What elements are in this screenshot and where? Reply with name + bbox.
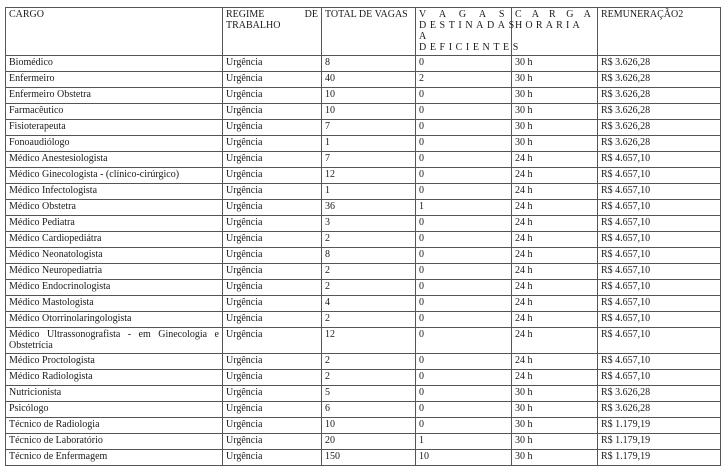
header-carga-text: C A R G A HORARIA <box>515 9 594 31</box>
cell-vagas-deficientes: 0 <box>416 232 512 248</box>
table-row <box>6 328 721 354</box>
cell-carga-horaria: 24 h <box>512 370 598 386</box>
cell-total-vagas: 2 <box>322 354 416 370</box>
cell-vagas-deficientes: 0 <box>416 136 512 152</box>
cell-total-vagas: 12 <box>322 328 416 354</box>
cell-regime: Urgência <box>223 168 322 184</box>
cell-cargo: Médico Mastologista <box>6 296 223 312</box>
cell-vagas-deficientes: 1 <box>416 200 512 216</box>
cell-regime: Urgência <box>223 104 322 120</box>
cell-carga-horaria: 30 h <box>512 136 598 152</box>
cell-remuneracao: R$ 4.657,10 <box>598 168 721 184</box>
cell-cargo: Farmacêutico <box>6 104 223 120</box>
cell-total-vagas: 8 <box>322 56 416 72</box>
cell-carga-horaria: 24 h <box>512 152 598 168</box>
cell-carga-horaria: 24 h <box>512 184 598 200</box>
table-row <box>6 370 721 386</box>
header-cargo: CARGO <box>6 8 223 56</box>
cell-cargo: Médico Infectologista <box>6 184 223 200</box>
table-row <box>6 216 721 232</box>
cell-remuneracao: R$ 3.626,28 <box>598 386 721 402</box>
cell-cargo: Enfermeiro Obstetra <box>6 88 223 104</box>
cell-carga-horaria: 30 h <box>512 120 598 136</box>
table-row <box>6 402 721 418</box>
cell-regime: Urgência <box>223 450 322 466</box>
cell-cargo: Médico Otorrinolaringologista <box>6 312 223 328</box>
cell-vagas-deficientes: 2 <box>416 72 512 88</box>
table-row <box>6 232 721 248</box>
table-row <box>6 72 721 88</box>
cell-cargo: Médico Neuropediatria <box>6 264 223 280</box>
cell-total-vagas: 7 <box>322 152 416 168</box>
cell-carga-horaria: 24 h <box>512 248 598 264</box>
document-page <box>5 7 720 466</box>
cell-carga-horaria: 24 h <box>512 354 598 370</box>
cell-remuneracao: R$ 4.657,10 <box>598 328 721 354</box>
cell-total-vagas: 10 <box>322 104 416 120</box>
table-row <box>6 104 721 120</box>
cell-vagas-deficientes: 10 <box>416 450 512 466</box>
table-row <box>6 136 721 152</box>
table-row <box>6 200 721 216</box>
cell-remuneracao: R$ 3.626,28 <box>598 88 721 104</box>
cell-vagas-deficientes: 0 <box>416 184 512 200</box>
cell-carga-horaria: 24 h <box>512 296 598 312</box>
cell-cargo: Médico Ultrassonografista - em Ginecologia e Obstetrícia <box>6 328 223 354</box>
cell-total-vagas: 20 <box>322 434 416 450</box>
cell-regime: Urgência <box>223 72 322 88</box>
cell-cargo: Biomédico <box>6 56 223 72</box>
cell-carga-horaria: 24 h <box>512 328 598 354</box>
cell-total-vagas: 2 <box>322 280 416 296</box>
cell-vagas-deficientes: 0 <box>416 248 512 264</box>
header-carga <box>512 8 598 56</box>
cell-cargo: Psicólogo <box>6 402 223 418</box>
cell-carga-horaria: 30 h <box>512 402 598 418</box>
cell-total-vagas: 2 <box>322 312 416 328</box>
cell-cargo: Nutricionista <box>6 386 223 402</box>
header-deficientes <box>416 8 522 56</box>
cell-remuneracao: R$ 4.657,10 <box>598 216 721 232</box>
cell-regime: Urgência <box>223 56 322 72</box>
cell-remuneracao: R$ 4.657,10 <box>598 370 721 386</box>
table-row <box>6 354 721 370</box>
cell-regime: Urgência <box>223 152 322 168</box>
cell-remuneracao: R$ 1.179,19 <box>598 418 721 434</box>
cell-vagas-deficientes: 0 <box>416 370 512 386</box>
cell-cargo: Médico Endocrinologista <box>6 280 223 296</box>
cell-regime: Urgência <box>223 418 322 434</box>
table-row <box>6 184 721 200</box>
table-row <box>6 450 721 466</box>
cell-carga-horaria: 30 h <box>512 386 598 402</box>
cell-vagas-deficientes: 0 <box>416 168 512 184</box>
header-remuneracao: REMUNERAÇÃO2 <box>598 8 721 56</box>
table-row <box>6 264 721 280</box>
cell-cargo: Técnico de Enfermagem <box>6 450 223 466</box>
cell-vagas-deficientes: 0 <box>416 296 512 312</box>
table-row <box>6 296 721 312</box>
cell-total-vagas: 2 <box>322 370 416 386</box>
cell-total-vagas: 7 <box>322 120 416 136</box>
cell-total-vagas: 1 <box>322 136 416 152</box>
cell-total-vagas: 10 <box>322 418 416 434</box>
cell-remuneracao: R$ 4.657,10 <box>598 354 721 370</box>
cell-remuneracao: R$ 3.626,28 <box>598 56 721 72</box>
cell-remuneracao: R$ 3.626,28 <box>598 136 721 152</box>
cell-carga-horaria: 30 h <box>512 56 598 72</box>
table-header-row <box>6 8 721 56</box>
cell-total-vagas: 3 <box>322 216 416 232</box>
cell-regime: Urgência <box>223 280 322 296</box>
cell-total-vagas: 40 <box>322 72 416 88</box>
cell-vagas-deficientes: 0 <box>416 152 512 168</box>
cell-carga-horaria: 24 h <box>512 264 598 280</box>
cell-regime: Urgência <box>223 248 322 264</box>
cell-carga-horaria: 24 h <box>512 216 598 232</box>
table-row <box>6 280 721 296</box>
cell-cargo: Médico Cardiopediátra <box>6 232 223 248</box>
cell-total-vagas: 2 <box>322 232 416 248</box>
cell-total-vagas: 4 <box>322 296 416 312</box>
cell-vagas-deficientes: 0 <box>416 354 512 370</box>
table-row <box>6 56 721 72</box>
vacancy-table <box>5 7 721 466</box>
cell-remuneracao: R$ 1.179,19 <box>598 450 721 466</box>
cell-total-vagas: 12 <box>322 168 416 184</box>
cell-remuneracao: R$ 3.626,28 <box>598 402 721 418</box>
header-regime: REGIME DE TRABALHO <box>223 8 322 56</box>
cell-cargo: Médico Proctologista <box>6 354 223 370</box>
cell-total-vagas: 5 <box>322 386 416 402</box>
cell-carga-horaria: 24 h <box>512 280 598 296</box>
cell-carga-horaria: 30 h <box>512 72 598 88</box>
cell-cargo: Médico Neonatologista <box>6 248 223 264</box>
cell-regime: Urgência <box>223 434 322 450</box>
cell-vagas-deficientes: 0 <box>416 216 512 232</box>
cell-cargo: Médico Anestesiologista <box>6 152 223 168</box>
table-row <box>6 120 721 136</box>
table-row <box>6 88 721 104</box>
header-total: TOTAL DE VAGAS <box>322 8 416 56</box>
cell-carga-horaria: 30 h <box>512 450 598 466</box>
cell-cargo: Fisioterapeuta <box>6 120 223 136</box>
cell-regime: Urgência <box>223 312 322 328</box>
cell-regime: Urgência <box>223 200 322 216</box>
cell-remuneracao: R$ 4.657,10 <box>598 232 721 248</box>
header-deficientes-text: V A G A S DESTINADAS A DEFICIENTES <box>419 9 522 53</box>
cell-regime: Urgência <box>223 354 322 370</box>
cell-total-vagas: 150 <box>322 450 416 466</box>
cell-cargo: Técnico de Radiologia <box>6 418 223 434</box>
cell-cargo: Médico Radiologista <box>6 370 223 386</box>
cell-remuneracao: R$ 4.657,10 <box>598 152 721 168</box>
cell-total-vagas: 2 <box>322 264 416 280</box>
cell-remuneracao: R$ 3.626,28 <box>598 120 721 136</box>
cell-regime: Urgência <box>223 136 322 152</box>
cell-carga-horaria: 30 h <box>512 88 598 104</box>
table-body <box>6 56 721 466</box>
table-row <box>6 152 721 168</box>
cell-carga-horaria: 24 h <box>512 232 598 248</box>
cell-regime: Urgência <box>223 232 322 248</box>
cell-regime: Urgência <box>223 184 322 200</box>
cell-regime: Urgência <box>223 328 322 354</box>
cell-remuneracao: R$ 3.626,28 <box>598 72 721 88</box>
table-row <box>6 312 721 328</box>
cell-vagas-deficientes: 1 <box>416 434 512 450</box>
cell-cargo: Médico Pediatra <box>6 216 223 232</box>
cell-remuneracao: R$ 4.657,10 <box>598 200 721 216</box>
cell-carga-horaria: 24 h <box>512 200 598 216</box>
cell-vagas-deficientes: 0 <box>416 328 512 354</box>
cell-vagas-deficientes: 0 <box>416 312 512 328</box>
cell-cargo: Médico Obstetra <box>6 200 223 216</box>
cell-remuneracao: R$ 4.657,10 <box>598 264 721 280</box>
cell-total-vagas: 8 <box>322 248 416 264</box>
table-row <box>6 168 721 184</box>
cell-remuneracao: R$ 1.179,19 <box>598 434 721 450</box>
cell-vagas-deficientes: 0 <box>416 418 512 434</box>
table-row <box>6 434 721 450</box>
cell-vagas-deficientes: 0 <box>416 56 512 72</box>
cell-vagas-deficientes: 0 <box>416 88 512 104</box>
cell-regime: Urgência <box>223 88 322 104</box>
cell-total-vagas: 1 <box>322 184 416 200</box>
cell-carga-horaria: 30 h <box>512 104 598 120</box>
cell-total-vagas: 6 <box>322 402 416 418</box>
cell-vagas-deficientes: 0 <box>416 280 512 296</box>
cell-carga-horaria: 30 h <box>512 418 598 434</box>
cell-regime: Urgência <box>223 216 322 232</box>
cell-cargo: Técnico de Laboratório <box>6 434 223 450</box>
cell-total-vagas: 10 <box>322 88 416 104</box>
cell-carga-horaria: 24 h <box>512 168 598 184</box>
cell-remuneracao: R$ 3.626,28 <box>598 104 721 120</box>
cell-remuneracao: R$ 4.657,10 <box>598 312 721 328</box>
cell-vagas-deficientes: 0 <box>416 386 512 402</box>
cell-vagas-deficientes: 0 <box>416 104 512 120</box>
cell-regime: Urgência <box>223 296 322 312</box>
cell-cargo: Fonoaudiólogo <box>6 136 223 152</box>
table-row <box>6 386 721 402</box>
table-row <box>6 248 721 264</box>
cell-remuneracao: R$ 4.657,10 <box>598 184 721 200</box>
cell-vagas-deficientes: 0 <box>416 120 512 136</box>
cell-carga-horaria: 24 h <box>512 312 598 328</box>
cell-remuneracao: R$ 4.657,10 <box>598 280 721 296</box>
table-row <box>6 418 721 434</box>
cell-vagas-deficientes: 0 <box>416 402 512 418</box>
cell-regime: Urgência <box>223 386 322 402</box>
cell-regime: Urgência <box>223 370 322 386</box>
cell-carga-horaria: 30 h <box>512 434 598 450</box>
cell-regime: Urgência <box>223 264 322 280</box>
cell-vagas-deficientes: 0 <box>416 264 512 280</box>
cell-cargo: Médico Ginecologista - (clínico-cirúrgico) <box>6 168 223 184</box>
cell-total-vagas: 36 <box>322 200 416 216</box>
cell-regime: Urgência <box>223 402 322 418</box>
cell-cargo: Enfermeiro <box>6 72 223 88</box>
cell-regime: Urgência <box>223 120 322 136</box>
cell-remuneracao: R$ 4.657,10 <box>598 296 721 312</box>
cell-remuneracao: R$ 4.657,10 <box>598 248 721 264</box>
